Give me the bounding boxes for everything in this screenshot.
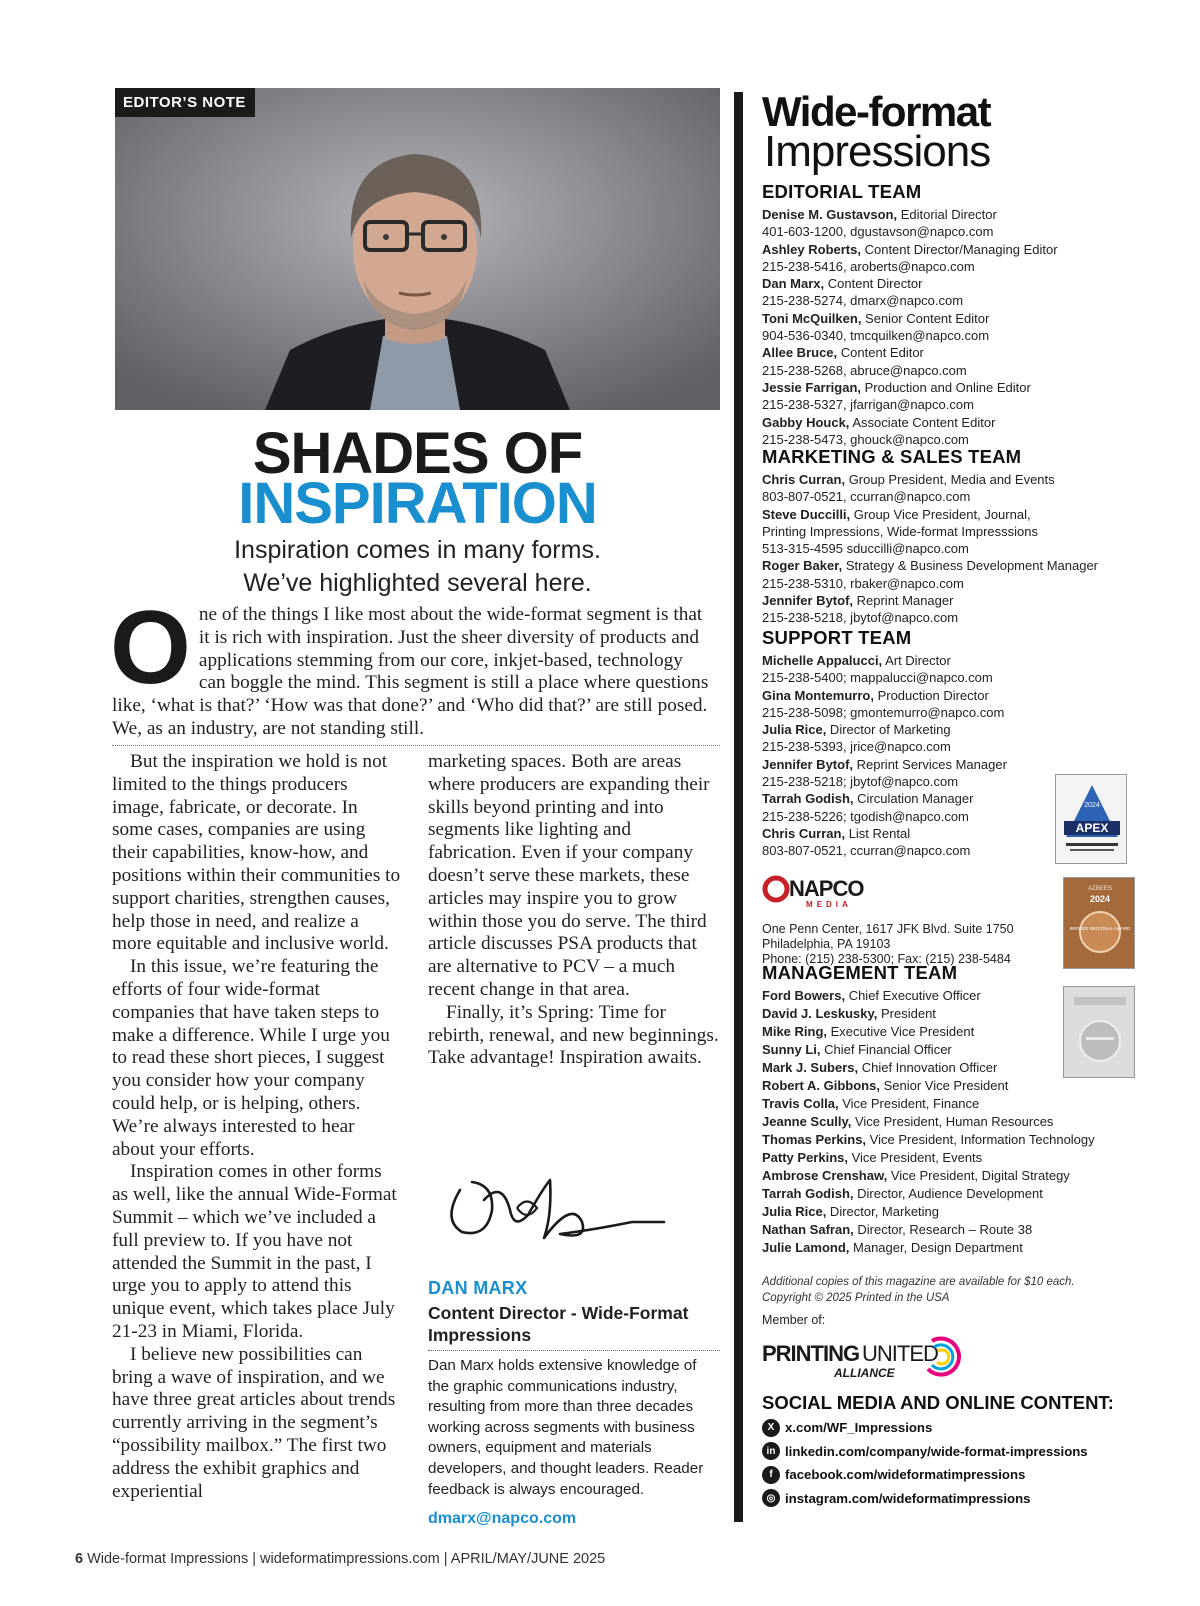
staff-entry: Ashley Roberts, Content Director/Managing Editor xyxy=(762,241,1058,257)
staff-entry: Jennifer Bytof, Reprint Manager xyxy=(762,593,954,609)
staff-entry: Ford Bowers, Chief Executive Officer xyxy=(762,988,981,1003)
staff-contact: 215-238-5400; mappalucci@napco.com xyxy=(762,670,993,686)
paragraph: But the inspiration we hold is not limited to the things producers image, fabricate, or decorate. In some cases, companies are using their capabilities, know-how, and positions within their communities to support charities, strengthen causes, help those in need, and realize a more equitable and inclusive world. xyxy=(112,751,401,955)
deck-line-1: Inspiration comes in many forms. xyxy=(234,536,601,564)
lead-text: ne of the things I like most about the wide-format segment is that it is rich with inspiration. Just the sheer diversity of products and applications stemming from our core, inkjet-based, technology can boggle the mind. This segment is still a place where questions like, ‘what is that?’ ‘How was that done?’ and ‘Who did that?’ are still posed. We, as an industry, are not standing still. xyxy=(112,604,709,739)
staff-contact: 215-238-5327, jfarrigan@napco.com xyxy=(762,397,974,413)
staff-entry: Jeanne Scully, Vice President, Human Resources xyxy=(762,1114,1054,1129)
headline-line-2: INSPIRATION xyxy=(238,471,597,536)
staff-entry: Ambrose Crenshaw, Vice President, Digital Strategy xyxy=(762,1168,1070,1183)
staff-contact: 215-238-5274, dmarx@napco.com xyxy=(762,293,964,309)
editorial-team-heading: EDITORIAL TEAM xyxy=(762,181,922,202)
staff-entry: Tarrah Godish, Director, Audience Development xyxy=(762,1186,1043,1201)
support-team-heading: SUPPORT TEAM xyxy=(762,627,912,648)
author-email-link[interactable]: dmarx@napco.com xyxy=(428,1510,577,1527)
facebook-icon: f xyxy=(762,1466,780,1484)
svg-text:APEX: APEX xyxy=(1075,821,1109,835)
address-line: One Penn Center, 1617 JFK Blvd. Suite 1750 xyxy=(762,922,1014,936)
staff-contact: 803-807-0521, ccurran@napco.com xyxy=(762,843,971,859)
address-line: Philadelphia, PA 19103 xyxy=(762,937,891,951)
page-footer xyxy=(75,1551,605,1567)
social-media-list xyxy=(762,1416,1162,1510)
editor-photo xyxy=(115,88,720,410)
staff-entry: Robert A. Gibbons, Senior Vice President xyxy=(762,1078,1009,1093)
staff-entry: Chris Curran, List Rental xyxy=(762,825,911,841)
staff-entry: Sunny Li, Chief Financial Officer xyxy=(762,1042,952,1057)
staff-entry: Roger Baker, Strategy & Business Development Manager xyxy=(762,558,1099,574)
social-link-linkedin[interactable] xyxy=(762,1440,1162,1464)
svg-text:MEDIA: MEDIA xyxy=(806,900,852,909)
author-signature xyxy=(432,1160,682,1255)
paragraph: marketing spaces. Both are areas where producers are expanding their skills beyond printing and into segments like lighting and fabrication. Even if your company doesn’t serve these markets, these articles may inspire you to grow within those you do serve. The third article discusses PSA products that are alternative to PCV – a much recent change in that area. xyxy=(428,751,710,1000)
note-line: Additional copies of this magazine are available for $10 each. xyxy=(762,1276,1075,1288)
staff-contact: 215-238-5218, jbytof@napco.com xyxy=(762,610,959,626)
marketing-team-list xyxy=(762,471,1142,627)
staff-entry: Julie Lamond, Manager, Design Department xyxy=(762,1240,1023,1255)
staff-entry: Chris Curran, Group President, Media and Events xyxy=(762,472,1055,487)
paragraph: Inspiration comes in other forms as well, like the annual Wide-Format Summit – which we’ve included a full preview to. If you have not attended the Summit in the past, I urge you to apply to attend this unique event, which takes place July 21-23 in Miami, Florida. xyxy=(112,1161,397,1342)
svg-text:UNITED: UNITED xyxy=(862,1341,938,1366)
copyright-note xyxy=(762,1274,1142,1306)
staff-contact: 513-315-4595 sduccilli@napco.com xyxy=(762,541,969,557)
staff-entry: Gina Montemurro, Production Director xyxy=(762,687,989,703)
staff-contact: 215-238-5473, ghouck@napco.com xyxy=(762,431,969,447)
staff-contact: 215-238-5393, jrice@napco.com xyxy=(762,739,951,755)
staff-entry: Julia Rice, Director of Marketing xyxy=(762,722,951,738)
author-divider xyxy=(428,1350,720,1351)
staff-contact: 215-238-5218; jbytof@napco.com xyxy=(762,774,959,790)
deck-line-2: We’ve highlighted several here. xyxy=(243,569,592,597)
staff-contact: 803-807-0521, ccurran@napco.com xyxy=(762,489,971,505)
instagram-icon: ◎ xyxy=(762,1489,780,1507)
article-deck xyxy=(115,534,720,600)
staff-entry: Michelle Appalucci, Art Director xyxy=(762,653,951,668)
drop-cap: O xyxy=(110,590,191,706)
staff-contact: 215-238-5226; tgodish@napco.com xyxy=(762,808,969,824)
editor-portrait-image xyxy=(115,88,720,410)
svg-text:2024: 2024 xyxy=(1089,894,1111,904)
printing-united-alliance-logo xyxy=(762,1335,962,1383)
social-link-instagram[interactable] xyxy=(762,1487,1162,1511)
social-link-text[interactable]: x.com/WF_Impressions xyxy=(785,1420,933,1436)
paragraph: I believe new possibilities can bring a wave of inspiration, and we have three great articles about trends currently arriving in the segment’s “possibility mailbox.” The first two address the exhibit graphics and experiential xyxy=(112,1343,396,1502)
napco-address xyxy=(762,922,1062,967)
staff-entry: Jessie Farrigan, Production and Online Editor xyxy=(762,379,1031,395)
social-media-heading: SOCIAL MEDIA AND ONLINE CONTENT: xyxy=(762,1392,1114,1413)
column-divider-bar xyxy=(734,92,743,1522)
apex-award-badge xyxy=(1055,774,1127,864)
staff-entry: Nathan Safran, Director, Research – Route 38 xyxy=(762,1222,1033,1237)
svg-text:2024: 2024 xyxy=(1084,802,1100,809)
azbee-bronze-award-badge xyxy=(1063,877,1135,969)
paragraph: In this issue, we’re featuring the efforts of four wide-format companies that have taken steps to make a difference. While I urge you to read these short pieces, I suggest you consider how your company could help, or is helping, others. We’re always interested to hear about your efforts. xyxy=(112,956,390,1160)
social-link-text[interactable]: facebook.com/wideformatimpressions xyxy=(785,1467,1026,1483)
svg-text:ALLIANCE: ALLIANCE xyxy=(834,1366,895,1380)
staff-entry: Travis Colla, Vice President, Finance xyxy=(762,1096,980,1111)
staff-contact: 904-536-0340, tmcquilken@napco.com xyxy=(762,328,990,344)
staff-entry: Gabby Houck, Associate Content Editor xyxy=(762,414,996,430)
social-link-x[interactable] xyxy=(762,1416,1162,1440)
author-name: DAN MARX xyxy=(428,1278,528,1298)
marketing-team-heading: MARKETING & SALES TEAM xyxy=(762,446,1022,467)
staff-contact: 215-238-5310, rbaker@napco.com xyxy=(762,575,964,591)
social-link-text[interactable]: instagram.com/wideformatimpressions xyxy=(785,1490,1031,1506)
linkedin-icon: in xyxy=(762,1442,780,1460)
staff-entry: David J. Leskusky, President xyxy=(762,1006,936,1021)
staff-entry: Mike Ring, Executive Vice President xyxy=(762,1024,975,1039)
staff-entry: Mark J. Subers, Chief Innovation Officer xyxy=(762,1060,998,1075)
editors-note-badge: EDITOR’S NOTE xyxy=(115,88,255,117)
svg-text:PRINTING: PRINTING xyxy=(762,1341,860,1366)
note-line: Copyright © 2025 Printed in the USA xyxy=(762,1292,950,1304)
lead-paragraph xyxy=(110,590,712,741)
staff-contact: Printing Impressions, Wide-format Impresssions xyxy=(762,523,1038,539)
staff-entry: Denise M. Gustavson, Editorial Director xyxy=(762,207,997,222)
page-number: 6 xyxy=(75,1551,84,1567)
headline-line-1: SHADES OF xyxy=(252,421,583,486)
article-column-2 xyxy=(428,751,720,1070)
staff-contact: 215-238-5098; gmontemurro@napco.com xyxy=(762,704,1005,720)
social-link-facebook[interactable] xyxy=(762,1463,1162,1487)
author-bio: Dan Marx holds extensive knowledge of the graphic communications industry, resulting from more than three decades working across segments with business owners, equipment and materials developers, and thought leaders. Reader feedback is always encouraged. xyxy=(428,1357,704,1498)
staff-entry: Tarrah Godish, Circulation Manager xyxy=(762,791,974,807)
magazine-logo-bottom: Impressions xyxy=(764,127,991,176)
staff-entry: Allee Bruce, Content Editor xyxy=(762,345,924,361)
staff-entry: Patty Perkins, Vice President, Events xyxy=(762,1150,983,1165)
staff-entry: Dan Marx, Content Director xyxy=(762,276,923,292)
staff-entry: Thomas Perkins, Vice President, Information Technology xyxy=(762,1132,1095,1147)
member-of-label: Member of: xyxy=(762,1313,826,1327)
social-link-text[interactable]: linkedin.com/company/wide-format-impressions xyxy=(785,1443,1088,1459)
staff-entry: Steve Duccilli, Group Vice President, Journal, xyxy=(762,506,1031,522)
lead-divider xyxy=(112,745,720,746)
svg-text:BRONZE REGIONAL AWARD: BRONZE REGIONAL AWARD xyxy=(1069,926,1131,931)
staff-entry: Toni McQuilken, Senior Content Editor xyxy=(762,310,990,326)
editorial-team-list xyxy=(762,206,1142,448)
management-team-heading: MANAGEMENT TEAM xyxy=(762,962,958,983)
svg-text:AZBEES: AZBEES xyxy=(1088,886,1112,892)
staff-entry: Jennifer Bytof, Reprint Services Manager xyxy=(762,756,1007,772)
svg-text:NAPCO: NAPCO xyxy=(789,876,864,901)
staff-contact: 215-238-5268, abruce@napco.com xyxy=(762,362,967,378)
article-column-1 xyxy=(112,751,402,1503)
magazine-logo-top: Wide-format xyxy=(762,88,991,135)
staff-contact: 401-603-1200, dgustavson@napco.com xyxy=(762,224,994,240)
napco-media-logo xyxy=(762,872,892,910)
management-team-list xyxy=(762,987,1142,1257)
author-title: Content Director - Wide-Format Impressions xyxy=(428,1303,689,1345)
x-icon: X xyxy=(762,1419,780,1437)
footer-text: Wide-format Impressions | wideformatimpressions.com | APRIL/MAY/JUNE 2025 xyxy=(87,1551,606,1567)
address-line: Phone: (215) 238-5300; Fax: (215) 238-5484 xyxy=(762,952,1011,966)
staff-entry: Julia Rice, Director, Marketing xyxy=(762,1204,940,1219)
paragraph: Finally, it’s Spring: Time for rebirth, renewal, and new beginnings. Take advantage! Inspiration awaits. xyxy=(428,1001,719,1069)
staff-contact: 215-238-5416, aroberts@napco.com xyxy=(762,258,975,274)
